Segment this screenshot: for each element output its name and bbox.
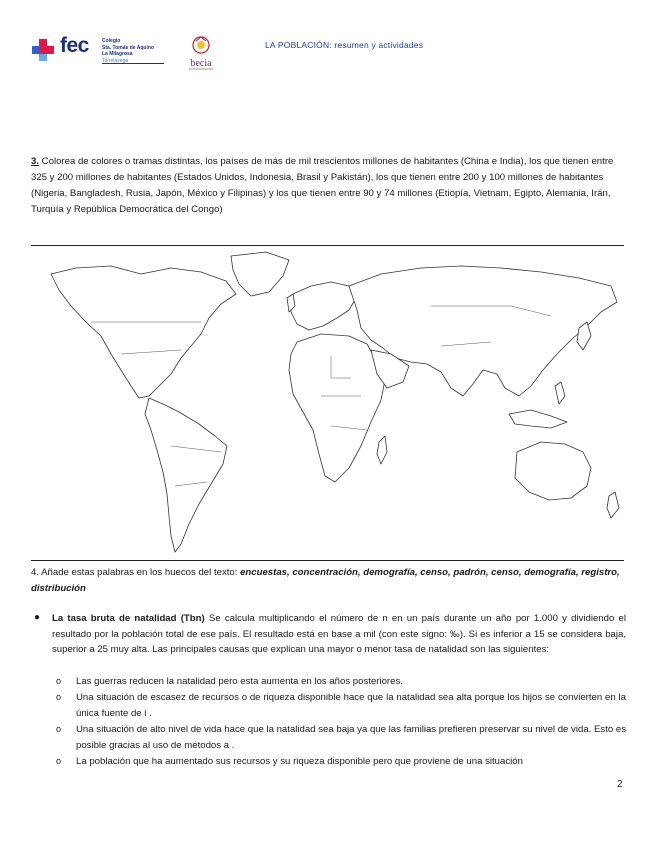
indonesia	[509, 410, 567, 428]
question-4-intro: 4. Añade estas palabras en los huecos del texto:	[31, 567, 241, 578]
bullet-dot: ●	[34, 612, 41, 623]
question-3-text: Colorea de colores o tramas distintas, los países de más de mil trescientos millones de habitantes (China e India), los que tienen entre 325 y 200 millones de habitantes (Estados Unidos, Indonesia, Brasil y Pakistán), los que tienen entre 200 y 100 millones de habitantes (Nigeria, Bangladesh, Rusia, Japón, México y Filipinas) y los que tienen entre 90 y 74 millones (Etiopía, Vietnam, Egipto, Alemania, Irán, Turquía y República Democrática del Congo)	[31, 156, 614, 215]
question-3-number: 3.	[31, 156, 40, 167]
sub-bullet-2: o	[56, 692, 62, 702]
australia	[515, 442, 591, 500]
greenland	[231, 252, 289, 296]
bullet-label: La tasa bruta de natalidad (Tbn)	[52, 613, 205, 624]
sub-bullet-1: o	[56, 676, 62, 686]
becia-seal-icon	[184, 34, 218, 72]
madagascar	[377, 436, 387, 464]
sub-item-1: Las guerras reducen la natalidad pero esta aumenta en los años posteriores.	[76, 676, 403, 687]
europe	[291, 282, 356, 330]
north-america	[51, 266, 236, 398]
world-map	[31, 246, 624, 559]
south-america	[145, 398, 227, 552]
sub-bullet-3: o	[56, 724, 62, 734]
question-4	[31, 565, 627, 597]
philippines	[555, 382, 565, 404]
fec-logo-text: fec	[60, 34, 89, 57]
bullet-text: Se calcula multiplicando el número de n en un país durante un año por 1.000 y dividiendo el resultado por la población total de ese país. El resultado está en base a mil (con este signo: ‰). Si es inferior a 15 se considera baja, superior a 25 muy alta. Las principales causas que explican una mayor o menor tasa de natalidad son las siguientes:	[52, 613, 626, 655]
question-4-words: encuestas, concentración, demografía, censo, padrón, censo, demografía, registro, distribución	[31, 567, 620, 594]
new-zealand	[607, 492, 619, 518]
sub-bullet-4: o	[56, 756, 62, 766]
school-name: Colegio Sta. Tomás de Aquino La Milagrosa Torrelavega	[102, 38, 154, 64]
seal-text: becia	[190, 58, 212, 69]
bullet-natality-rate	[52, 611, 626, 658]
page-number: 2	[617, 779, 623, 790]
map-bottom-rule	[31, 560, 624, 561]
school-divider	[102, 63, 164, 64]
sub-item-2: Una situación de escasez de recursos o de riqueza disponible hace que la natalidad sea alta porque los hijos se convierten en la única fuente de i .	[76, 692, 626, 719]
africa	[289, 334, 385, 482]
sub-item-3: Una situación de alto nivel de vida hace que la natalidad sea baja ya que las familias prefieren preservar su nivel de vida. Esto es posible gracias al uso de métodos a .	[76, 724, 626, 751]
sub-item-4: La población que ha aumentado sus recursos y su riqueza disponible pero que proviene de una situación	[76, 756, 523, 767]
question-3	[31, 154, 627, 218]
fec-cross-icon	[32, 39, 54, 61]
page-title: LA POBLACIÓN: resumen y actividades	[265, 40, 424, 50]
fec-logo	[28, 36, 90, 66]
